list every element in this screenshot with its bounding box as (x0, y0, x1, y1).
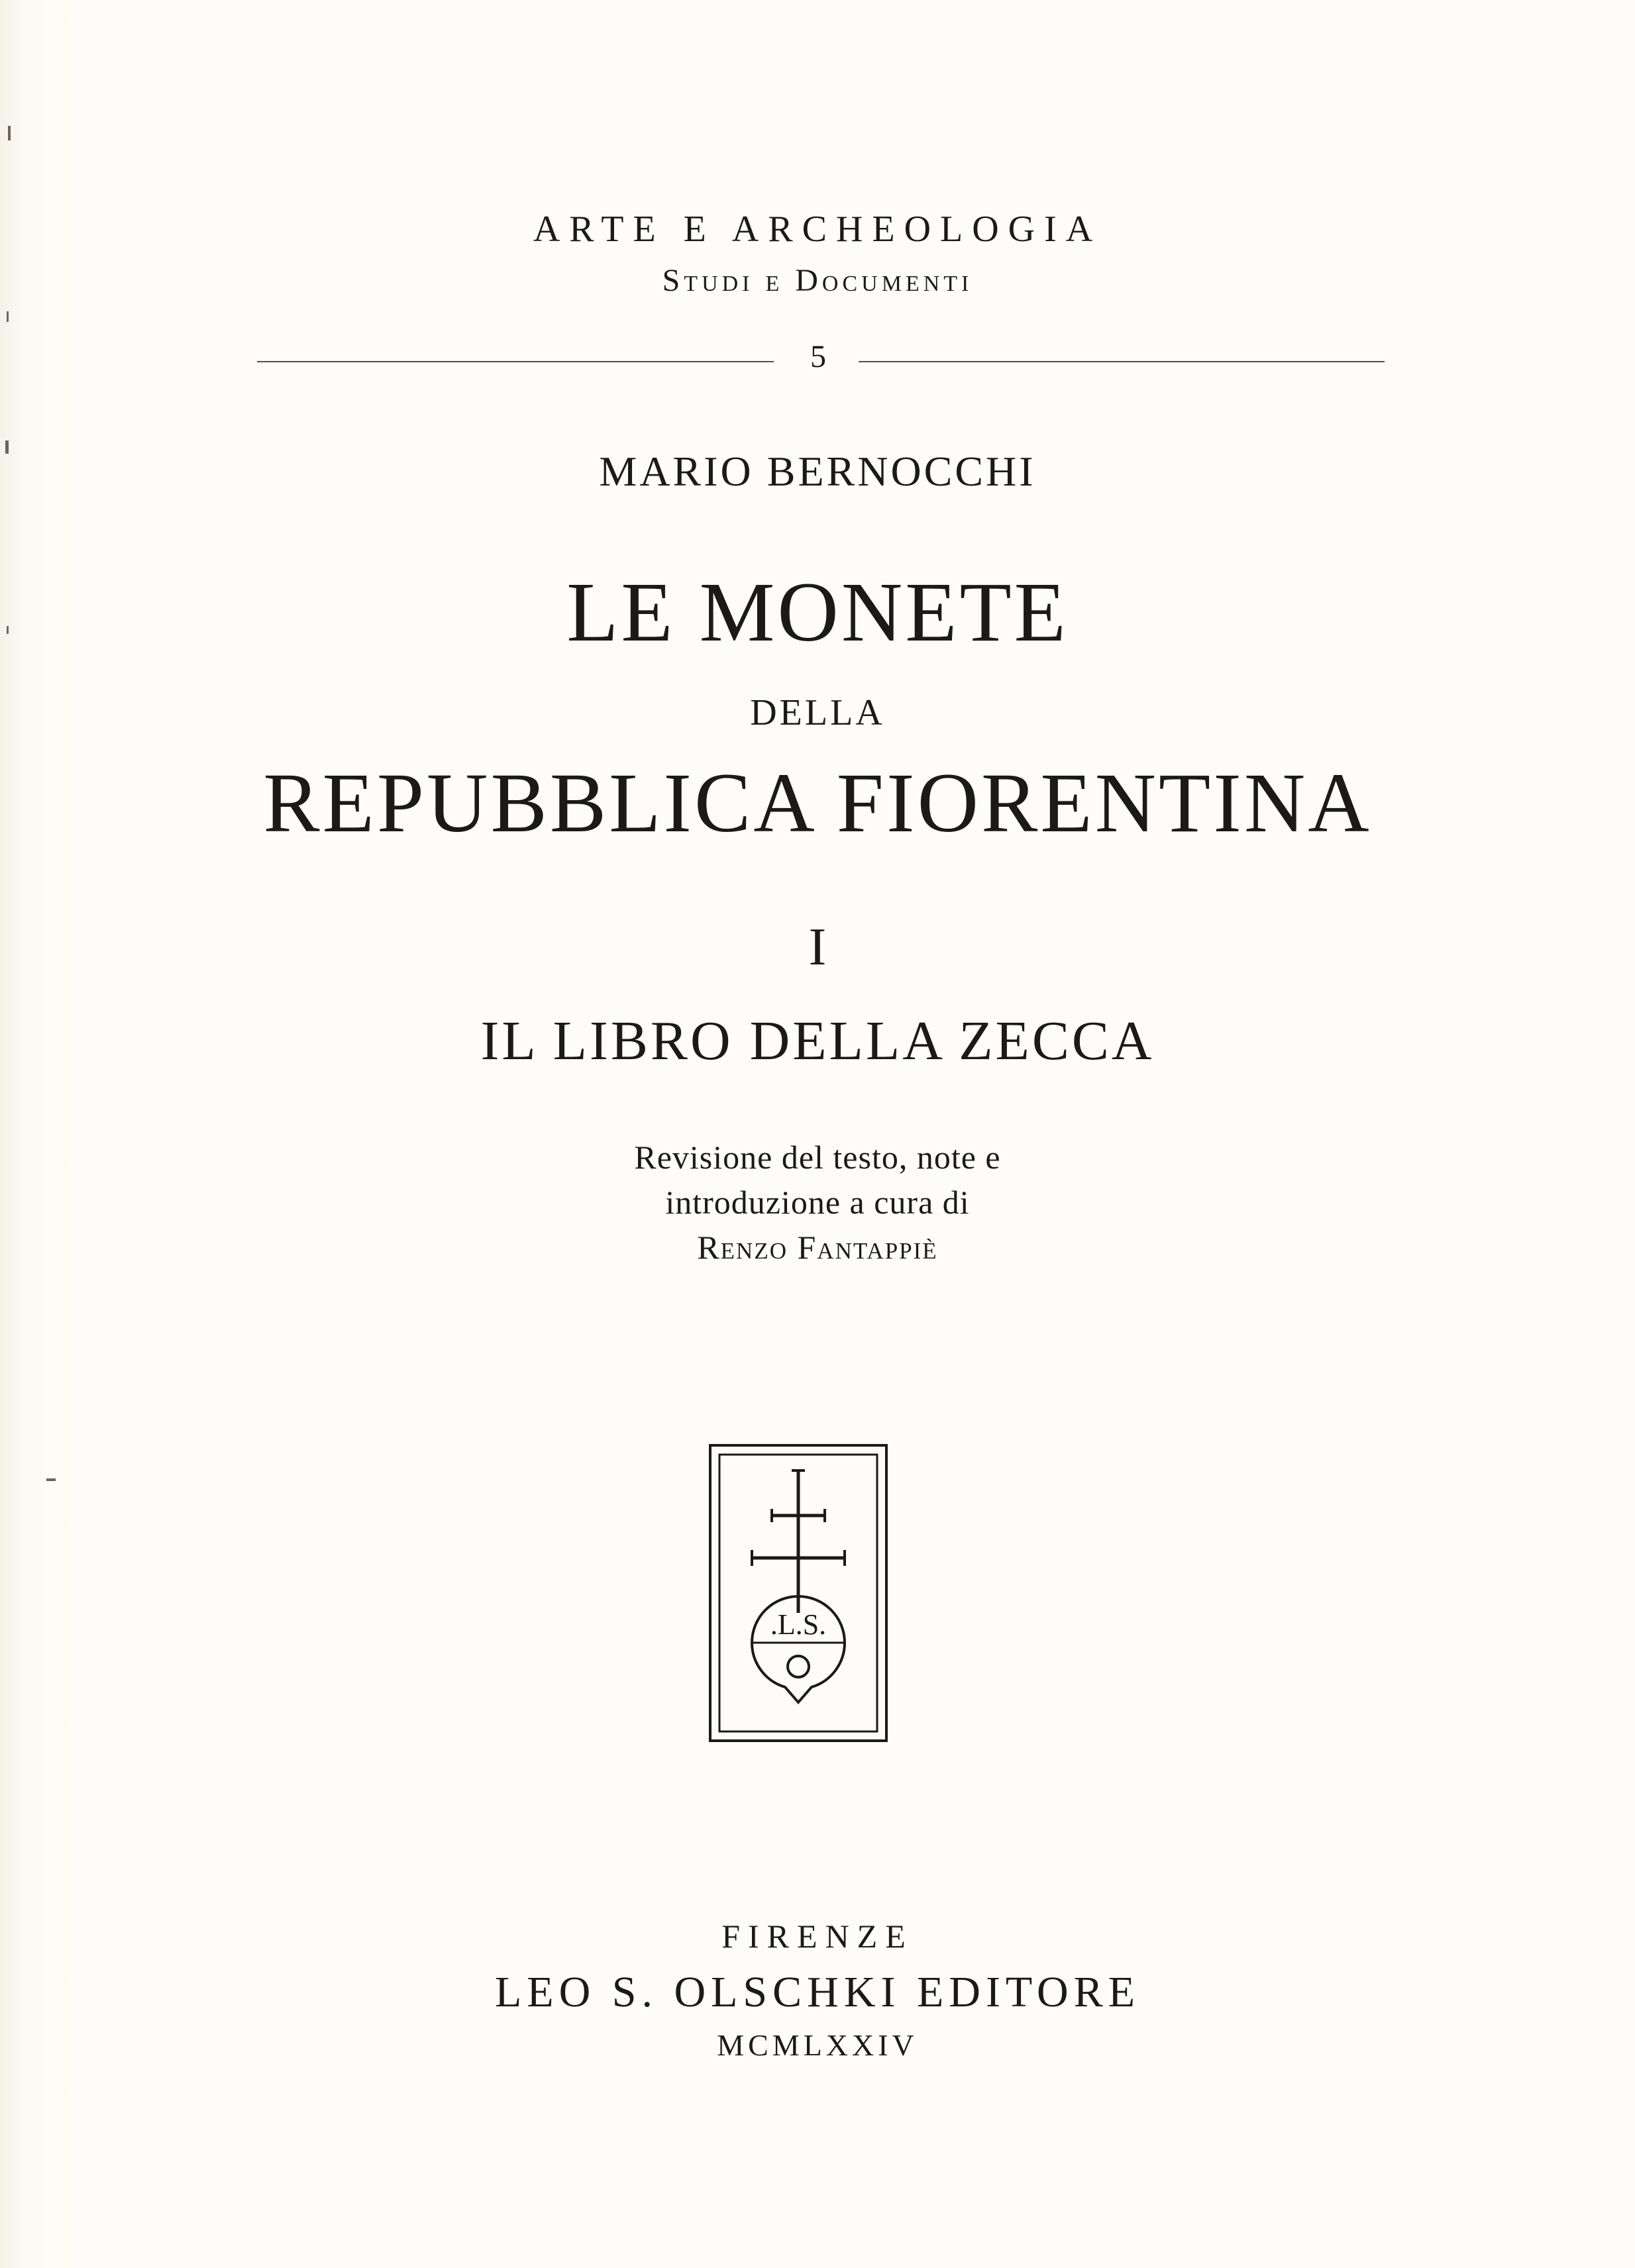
series-number: 5 (810, 339, 826, 374)
series-title: ARTE E ARCHEOLOGIA (533, 209, 1102, 250)
book-title-della: DELLA (750, 692, 885, 733)
page-edge-mark (46, 1478, 56, 1481)
credit-editor-name: Renzo Fantappiè (697, 1229, 938, 1266)
book-title-line-2: REPUBBLICA FIORENTINA (263, 756, 1372, 850)
publisher-mark-icon (709, 1444, 888, 1742)
book-title-line-1: LE MONETE (566, 565, 1069, 659)
page-edge-mark (8, 126, 11, 140)
imprint-year: MCMLXXIV (717, 2028, 918, 2062)
cross-and-orb-icon (752, 1470, 845, 1702)
volume-title: IL LIBRO DELLA ZECCA (480, 1010, 1155, 1072)
credit-line-2: introduzione a cura di (665, 1184, 970, 1221)
imprint-publisher: LEO S. OLSCHKI EDITORE (494, 1968, 1141, 2016)
series-rule-left (257, 361, 774, 362)
publisher-mark-initials: .L.S. (770, 1608, 827, 1641)
series-subtitle: Studi e Documenti (662, 263, 973, 298)
series-rule-right (859, 361, 1385, 362)
credit-line-1: Revisione del testo, note e (634, 1139, 1001, 1176)
author-name: MARIO BERNOCCHI (599, 448, 1036, 495)
imprint-city: FIRENZE (721, 1918, 914, 1955)
volume-number: I (808, 918, 827, 976)
page-edge-mark (7, 311, 9, 322)
